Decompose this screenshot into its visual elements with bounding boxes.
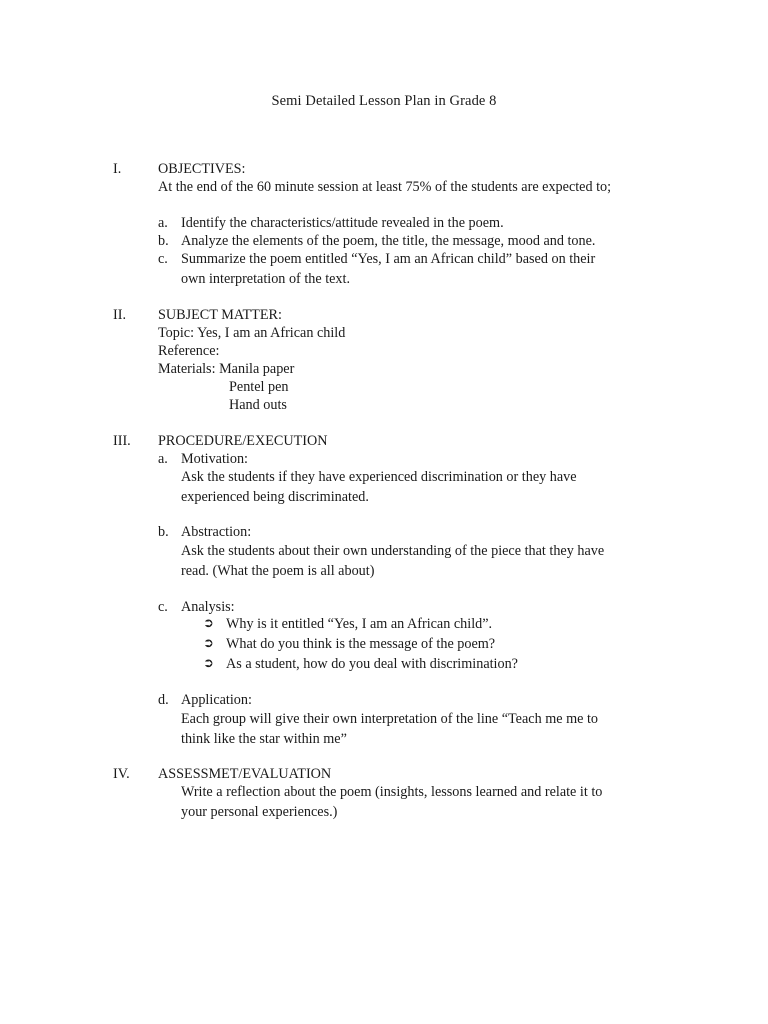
list-marker: a. (158, 451, 168, 467)
section-heading: SUBJECT MATTER: (158, 307, 282, 323)
section-numeral: I. (113, 161, 122, 177)
section-numeral: III. (113, 433, 131, 449)
section-heading: PROCEDURE/EXECUTION (158, 433, 328, 449)
analysis-question: What do you think is the message of the poem? (226, 636, 496, 652)
objective-item: Identify the characteristics/attitude revealed in the poem. (181, 215, 504, 231)
section-numeral: II. (113, 307, 126, 323)
objective-item-continued: own interpretation of the text. (181, 271, 351, 287)
list-marker: c. (158, 599, 168, 615)
section-heading: ASSESSMET/EVALUATION (158, 766, 332, 782)
step-text: Ask the students about their own understanding of the piece that they have (181, 543, 605, 559)
list-marker: d. (158, 692, 169, 708)
section-numeral: IV. (113, 766, 130, 782)
step-text: think like the star within me” (181, 731, 347, 747)
material-item: Hand outs (229, 397, 287, 413)
step-label: Application: (181, 692, 252, 708)
section-heading: OBJECTIVES: (158, 161, 246, 177)
reference-line: Reference: (158, 343, 220, 359)
arrow-bullet-icon: ➲ (203, 616, 214, 631)
step-text: read. (What the poem is all about) (181, 563, 375, 579)
step-text: Ask the students if they have experienced discrimination or they have (181, 469, 577, 485)
list-marker: b. (158, 524, 169, 540)
list-marker: c. (158, 251, 168, 267)
step-label: Analysis: (181, 599, 235, 615)
analysis-question: Why is it entitled “Yes, I am an African child”. (226, 616, 493, 632)
objective-item: Summarize the poem entitled “Yes, I am an African child” based on their (181, 251, 596, 267)
topic-line: Topic: Yes, I am an African child (158, 325, 346, 341)
objectives-intro: At the end of the 60 minute session at least 75% of the students are expected to; (158, 179, 612, 195)
materials-line: Materials: Manila paper (158, 361, 295, 377)
analysis-question: As a student, how do you deal with discrimination? (226, 656, 518, 672)
list-marker: b. (158, 233, 169, 249)
step-text: experienced being discriminated. (181, 489, 369, 505)
document-title: Semi Detailed Lesson Plan in Grade 8 (271, 93, 497, 109)
material-item: Pentel pen (229, 379, 289, 395)
step-label: Motivation: (181, 451, 248, 467)
arrow-bullet-icon: ➲ (203, 636, 214, 651)
assessment-text: your personal experiences.) (181, 804, 338, 820)
step-label: Abstraction: (181, 524, 252, 540)
step-text: Each group will give their own interpretation of the line “Teach me me to (181, 711, 598, 727)
objective-item: Analyze the elements of the poem, the title, the message, mood and tone. (181, 233, 596, 249)
list-marker: a. (158, 215, 168, 231)
arrow-bullet-icon: ➲ (203, 656, 214, 671)
assessment-text: Write a reflection about the poem (insights, lessons learned and relate it to (181, 784, 603, 800)
